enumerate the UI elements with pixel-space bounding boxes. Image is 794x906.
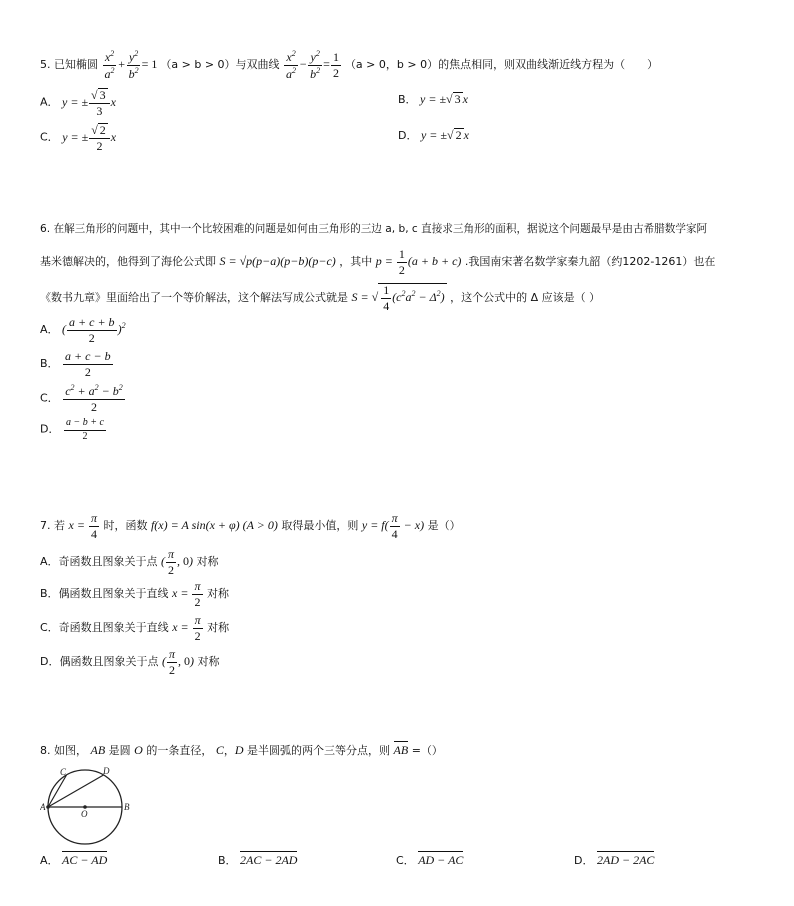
q6-option-d[interactable]: D． $\frac{a - b + c}{2}$ (40, 417, 104, 442)
q6-line-2: 基米德解决的，他得到了海伦公式即 S = √p(p−a)(p−b)(p−c) ，其中 p = $\frac{1}{2}$ (a + b + c) .我国南宋著名数学家秦九韶（约1202-1261）也在 (40, 247, 716, 277)
q5-condition-2: （a > 0，b > 0）的焦点相同，则双曲线渐近线方程为（ ） (344, 57, 659, 71)
q5-stem (40, 50, 658, 80)
q7-option-a[interactable]: A．奇函数且图象关于点 ( $\frac{\pi}{2}$ , 0) 对称 (40, 547, 219, 577)
label-o: O (81, 809, 88, 819)
q8-option-c[interactable]: C． AD − AC (396, 853, 464, 867)
label-b: B (124, 802, 130, 812)
q6-option-c[interactable]: C． $\frac{c^2 + a^2 - b^2}{2}$ (40, 383, 123, 414)
q6-line-1: 6. 在解三角形的问题中，其中一个比较困难的问题是如何由三角形的三边 a, b, c 直接求三角形的面积，据说这个问题最早是由古希腊数学家阿 (40, 223, 708, 235)
q5-option-c[interactable]: C． y = ± $\frac{√ 2}{2}$ x (40, 123, 117, 154)
q5-option-d[interactable]: D． y = ±√ 2 x (398, 128, 469, 142)
point-a (46, 805, 50, 809)
label-d: D (103, 766, 110, 776)
q5-option-a[interactable]: A． y = ± $\frac{√ 3}{3}$ x (40, 88, 116, 119)
q8-option-d[interactable]: D． 2AD − 2AC (574, 853, 655, 867)
q8-circle-figure (40, 766, 134, 852)
q5-option-b[interactable]: B． y = ±√ 3 x (398, 92, 468, 106)
q7-option-b[interactable]: B．偶函数且图象关于直线 x = $\frac{\pi}{2}$ 对称 (40, 579, 229, 609)
q8-option-b[interactable]: B． 2AC − 2AD (218, 853, 298, 867)
chord-ad (48, 775, 104, 807)
q6-p-def: p = $\frac{1}{2}$ (a + b + c) (375, 247, 462, 277)
q7-function: f(x) = A sin(x + φ) (A > 0) (150, 517, 278, 532)
q6-option-a[interactable]: A． ( $\frac{a + c + b}{2}$ )$^2$ (40, 315, 126, 345)
q5-hyperbola-eq: $\frac{x^2}{a^2}$ − $\frac{y^2}{b^2}$ = $\frac{1}{2}$ (286, 49, 339, 81)
q6-option-b[interactable]: B． $\frac{a + c - b}{2}$ (40, 349, 111, 379)
q6-line-3: 《数书九章》里面给出了一个等价解法，这个解法写成公式就是 S = √ $\frac{1}{4}$ $(c^2a^2 - \Delta^2)$ ，这个公式中的 Δ 应该是（ ） (40, 283, 601, 313)
q7-stem: 7. 若 x = $\frac{\pi}{4}$ 时，函数 f(x) = A sin(x + φ) (A > 0) 取得最小值，则 y = f( $\frac{\pi}{4}$ − x) 是（） (40, 511, 461, 541)
label-c: C (60, 767, 67, 777)
q6-qin-formula: S = √ $\frac{1}{4}$ $(c^2a^2 - \Delta^2)$ (351, 283, 445, 313)
label-a: A (40, 802, 46, 812)
q6-heron-formula: S = √p(p−a)(p−b)(p−c) (219, 253, 336, 268)
q5-condition-1: （a > b > 0）与双曲线 (160, 57, 280, 71)
q7-option-d[interactable]: D．偶函数且图象关于点 ( $\frac{\pi}{2}$ , 0) 对称 (40, 647, 220, 677)
q8-stem: 8. 如图， AB 是圆 O 的一条直径， C，D 是半圆弧的两个三等分点，则 AB =（） (40, 743, 443, 757)
q5-ellipse-eq: $\frac{x^2}{a^2}$ + $\frac{y^2}{b^2}$ = 1 (104, 49, 158, 81)
q7-option-c[interactable]: C．奇函数且图象关于直线 x = $\frac{\pi}{2}$ 对称 (40, 613, 230, 643)
q5-lead: 5. 已知椭圆 (40, 57, 98, 71)
q8-option-a[interactable]: A． AC − AD (40, 853, 108, 867)
